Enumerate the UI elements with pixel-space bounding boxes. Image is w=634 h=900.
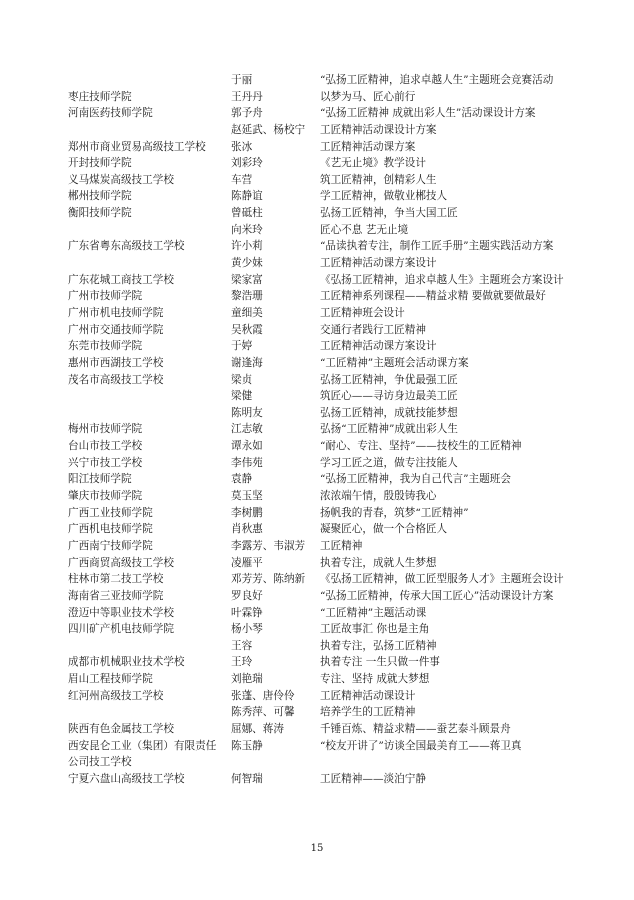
school-name: 开封技师学院 xyxy=(68,157,132,170)
entry-title: 弘扬工匠精神，成就技能梦想 xyxy=(320,406,458,419)
school-name: 郴州技师学院 xyxy=(68,190,132,203)
teacher-name: 李露芳、韦淑芳 xyxy=(231,539,306,552)
school-name: 广东花城工商技工学校 xyxy=(68,273,174,286)
school-name: 枣庄技师学院 xyxy=(68,90,132,103)
teacher-name: 王丹丹 xyxy=(231,90,263,103)
teacher-name: 张冰 xyxy=(231,140,253,153)
list-row xyxy=(0,521,634,538)
teacher-name: 谭永如 xyxy=(231,440,263,453)
entry-title: 《弘扬工匠精神，做工匠型服务人才》主题班会设计 xyxy=(320,573,564,586)
entry-title: 工匠精神——淡泊宁静 xyxy=(320,772,426,785)
teacher-name: 黄少妹 xyxy=(231,257,263,270)
teacher-name: 李伟苑 xyxy=(231,456,263,469)
teacher-name: 陈玉静 xyxy=(231,739,263,752)
entry-title: 执着专注 一生只做一件事 xyxy=(320,656,440,669)
entry-title: 工匠精神活动课方案设计 xyxy=(320,340,437,353)
teacher-name: 向米玲 xyxy=(231,223,263,236)
entry-title: 弘扬“工匠精神”成就出彩人生 xyxy=(320,423,458,436)
list-row xyxy=(0,205,634,222)
list-row xyxy=(0,305,634,322)
school-name: 惠州市西湖技工学校 xyxy=(68,356,164,369)
list-row xyxy=(0,388,634,405)
list-row xyxy=(0,288,634,305)
list-row xyxy=(0,139,634,156)
school-name: 陕西有色金属技工学校 xyxy=(68,722,174,735)
entry-title: 弘扬工匠精神，争优最强工匠 xyxy=(320,373,458,386)
school-name: 广州市交通技师学院 xyxy=(68,323,164,336)
teacher-name: 张蓬、唐伶伶 xyxy=(231,689,295,702)
entry-title: 工匠精神活动课方案 xyxy=(320,140,416,153)
school-name: 兴宁市技工学校 xyxy=(68,456,143,469)
school-name: 成都市机械职业技术学校 xyxy=(68,656,185,669)
entry-title: “工匠精神”主题班会活动课方案 xyxy=(320,356,469,369)
teacher-name: 陈静谊 xyxy=(231,190,263,203)
teacher-name: 罗良好 xyxy=(231,589,263,602)
school-name: 海南省三亚技师学院 xyxy=(68,589,164,602)
entry-title: 培养学生的工匠精神 xyxy=(320,706,416,719)
award-list xyxy=(0,72,634,788)
teacher-name: 王容 xyxy=(231,639,253,652)
entry-title: 千锤百炼、精益求精——蚕艺泰斗顾景舟 xyxy=(320,722,511,735)
teacher-name: 莫玉坚 xyxy=(231,490,263,503)
list-row xyxy=(0,471,634,488)
list-row xyxy=(0,654,634,671)
entry-title: 以梦为马、匠心前行 xyxy=(320,90,416,103)
school-name: 衡阳技师学院 xyxy=(68,207,132,220)
entry-title: 筑工匠精神，创精彩人生 xyxy=(320,173,437,186)
teacher-name: 袁静 xyxy=(231,473,253,486)
entry-title: 工匠故事汇 你也是主角 xyxy=(320,623,430,636)
list-row xyxy=(0,771,634,788)
entry-title: 工匠精神活动课设计方案 xyxy=(320,123,437,136)
school-name: 梅州市技师学院 xyxy=(68,423,143,436)
list-row xyxy=(0,188,634,205)
school-name: 广西南宁技师学院 xyxy=(68,539,153,552)
entry-title: 扬帆我的青春，筑梦“工匠精神” xyxy=(320,506,469,519)
school-name: 阳江技师学院 xyxy=(68,473,132,486)
school-name: 眉山工程技师学院 xyxy=(68,673,153,686)
list-row xyxy=(0,155,634,172)
list-row xyxy=(0,421,634,438)
page-number: 15 xyxy=(310,843,324,854)
school-name: 茂名市高级技工学校 xyxy=(68,373,164,386)
entry-title: 学工匠精神，做敬业郴技人 xyxy=(320,190,448,203)
entry-title: 交通行者践行工匠精神 xyxy=(320,323,426,336)
school-name: 广州市机电技师学院 xyxy=(68,306,164,319)
entry-title: 弘扬工匠精神，争当大国工匠 xyxy=(320,207,458,220)
list-row xyxy=(0,588,634,605)
teacher-name: 邓芳芳、陈纳新 xyxy=(231,573,306,586)
entry-title: “耐心、专注、坚持”——技校生的工匠精神 xyxy=(320,440,522,453)
teacher-name: 赵延武、杨校宁 xyxy=(231,123,306,136)
entry-title: “弘扬工匠精神 成就出彩人生”活动课设计方案 xyxy=(320,107,536,120)
list-row xyxy=(0,72,634,89)
school-name: 广西机电技师学院 xyxy=(68,523,153,536)
teacher-name: 凌雁平 xyxy=(231,556,263,569)
teacher-name: 王玲 xyxy=(231,656,253,669)
list-row xyxy=(0,255,634,272)
teacher-name: 曾砥柱 xyxy=(231,207,263,220)
teacher-name: 吴秋霞 xyxy=(231,323,263,336)
entry-title: 《弘扬工匠精神，追求卓越人生》主题班会方案设计 xyxy=(320,273,564,286)
list-row xyxy=(0,222,634,239)
list-row xyxy=(0,704,634,721)
teacher-name: 梁健 xyxy=(231,390,253,403)
school-name: 广东省粤东高级技工学校 xyxy=(68,240,185,253)
entry-title: 工匠精神活动课设计 xyxy=(320,689,416,702)
entry-title: 《艺无止境》教学设计 xyxy=(320,157,426,170)
teacher-name: 杨小琴 xyxy=(231,623,263,636)
teacher-name: 屈娜、蒋涛 xyxy=(231,722,284,735)
school-name: 澄迈中等职业技术学校 xyxy=(68,606,174,619)
school-name: 宁夏六盘山高级技工学校 xyxy=(68,772,185,785)
entry-title: 执着专注，成就人生梦想 xyxy=(320,556,437,569)
teacher-name: 何智瑞 xyxy=(231,772,263,785)
teacher-name: 陈明友 xyxy=(231,406,263,419)
school-name: 四川矿产机电技师学院 xyxy=(68,623,174,636)
teacher-name: 许小莉 xyxy=(231,240,263,253)
school-name: 广州市技师学院 xyxy=(68,290,143,303)
list-row xyxy=(0,438,634,455)
entry-title: 工匠精神 xyxy=(320,539,363,552)
list-row xyxy=(0,105,634,122)
list-row xyxy=(0,621,634,638)
teacher-name: 陈秀萍、可馨 xyxy=(231,706,295,719)
teacher-name: 黎浩珊 xyxy=(231,290,263,303)
list-row xyxy=(0,238,634,255)
list-row xyxy=(0,738,634,771)
entry-title: “工匠精神”主题活动课 xyxy=(320,606,427,619)
teacher-name: 梁家富 xyxy=(231,273,263,286)
entry-title: 工匠精神活动课方案设计 xyxy=(320,257,437,270)
entry-title: “弘扬工匠精神，追求卓越人生”主题班会竞赛活动 xyxy=(320,74,554,86)
school-name: 东莞市技师学院 xyxy=(68,340,143,353)
teacher-name: 于丽 xyxy=(231,74,253,86)
teacher-name: 李树鹏 xyxy=(231,506,263,519)
teacher-name: 叶霖铮 xyxy=(231,606,263,619)
teacher-name: 肖秋惠 xyxy=(231,523,263,536)
teacher-name: 于婷 xyxy=(231,340,253,353)
list-row xyxy=(0,505,634,522)
list-row xyxy=(0,571,634,588)
list-row xyxy=(0,272,634,289)
list-row xyxy=(0,671,634,688)
teacher-name: 江志敏 xyxy=(231,423,263,436)
entry-title: 筑匠心——寻访身边最美工匠 xyxy=(320,390,458,403)
entry-title: 学习工匠之道，做专注技能人 xyxy=(320,456,458,469)
school-name: 红河州高级技工学校 xyxy=(68,689,164,702)
list-row xyxy=(0,638,634,655)
list-row xyxy=(0,688,634,705)
entry-title: 专注、坚持 成就大梦想 xyxy=(320,673,430,686)
entry-title: “弘扬工匠精神，我为自己代言”主题班会 xyxy=(320,473,511,486)
school-name: 义马煤炭高级技工学校 xyxy=(68,173,174,186)
school-name: 河南医药技师学院 xyxy=(68,107,153,120)
school-name: 台山市技工学校 xyxy=(68,440,143,453)
list-row xyxy=(0,172,634,189)
school-name: 肇庆市技师学院 xyxy=(68,490,143,503)
teacher-name: 刘彩玲 xyxy=(231,157,263,170)
teacher-name: 梁贞 xyxy=(231,373,253,386)
entry-title: “弘扬工匠精神，传承大国工匠心”活动课设计方案 xyxy=(320,589,554,602)
school-name: 广西商贸高级技工学校 xyxy=(68,556,174,569)
list-row xyxy=(0,538,634,555)
entry-title: 匠心不息 艺无止境 xyxy=(320,223,409,236)
entry-title: 工匠精神系列课程——精益求精 要做就要做最好 xyxy=(320,290,546,303)
school-name: 西安昆仑工业（集团）有限责任公司技工学校 xyxy=(68,739,217,769)
entry-title: 执着专注，弘扬工匠精神 xyxy=(320,639,437,652)
entry-title: 浓浓端午情，殷殷铸我心 xyxy=(320,490,437,503)
list-row xyxy=(0,89,634,106)
list-row xyxy=(0,372,634,389)
teacher-name: 童细美 xyxy=(231,306,263,319)
teacher-name: 郭予舟 xyxy=(231,107,263,120)
list-row xyxy=(0,355,634,372)
entry-title: 凝聚匠心，做一个合格匠人 xyxy=(320,523,448,536)
list-row xyxy=(0,605,634,622)
teacher-name: 刘艳瑞 xyxy=(231,673,263,686)
school-name: 郑州市商业贸易高级技工学校 xyxy=(68,140,206,153)
school-name: 柱林市第二技工学校 xyxy=(68,573,164,586)
entry-title: “校友开讲了”访谈全国最美育工——蒋卫真 xyxy=(320,739,522,752)
list-row xyxy=(0,122,634,139)
list-row xyxy=(0,488,634,505)
list-row xyxy=(0,338,634,355)
school-name: 广西工业技师学院 xyxy=(68,506,153,519)
list-row xyxy=(0,405,634,422)
list-row xyxy=(0,721,634,738)
entry-title: “品读执着专注，制作工匠手册”主题实践活动方案 xyxy=(320,240,554,253)
teacher-name: 车营 xyxy=(231,173,253,186)
teacher-name: 谢逢海 xyxy=(231,356,263,369)
list-row xyxy=(0,455,634,472)
entry-title: 工匠精神班会设计 xyxy=(320,306,405,319)
list-row xyxy=(0,322,634,339)
list-row xyxy=(0,555,634,572)
